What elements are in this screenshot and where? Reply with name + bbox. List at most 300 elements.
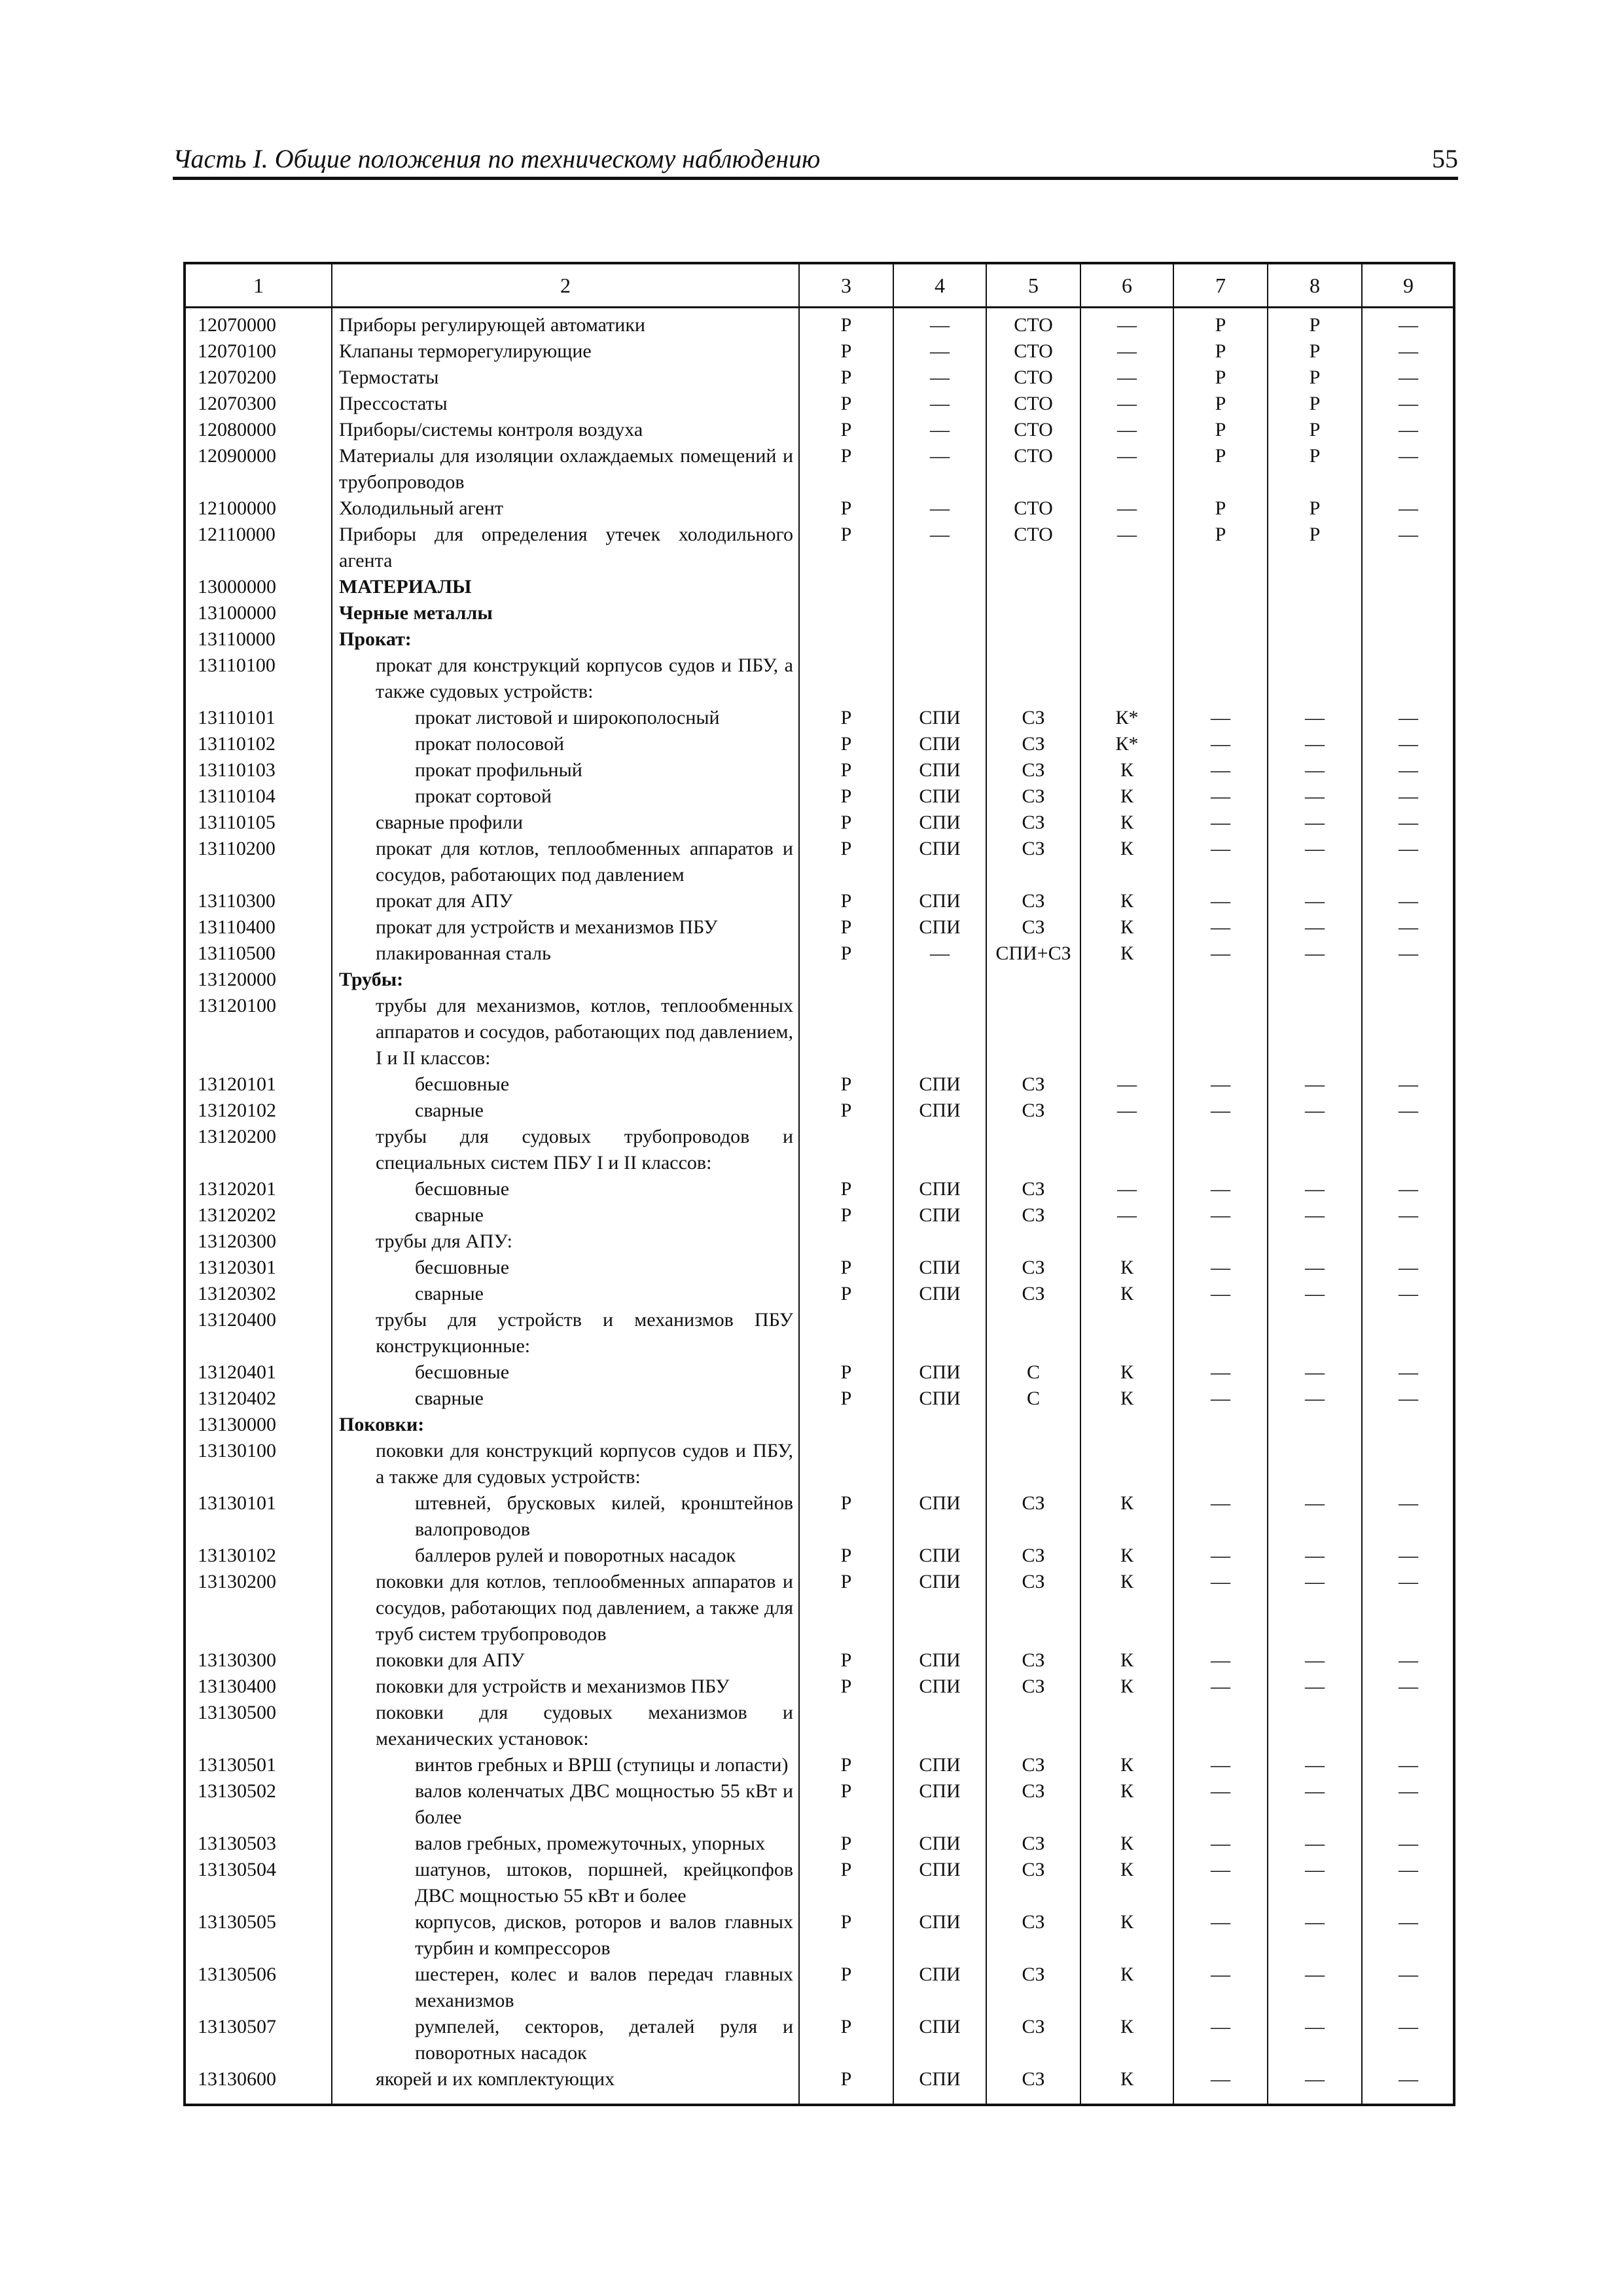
row-col-4: СПИ [919,1283,961,1304]
table-row [186,1176,1453,1202]
row-col-3: Р [840,1361,852,1383]
row-col-8: — [1305,812,1325,833]
row-col-9: — [1399,1361,1418,1383]
row-col-5: СЗ [1022,1100,1045,1121]
row-code: 12070000 [198,314,276,336]
row-col-5: СЗ [1022,733,1045,755]
table-row [186,1778,1453,1831]
row-col-3: Р [840,419,852,440]
row-col-8: — [1305,707,1325,728]
table-row [186,1647,1453,1674]
row-col-9: — [1399,890,1418,912]
row-col-3: Р [840,314,852,336]
row-col-7: — [1211,1571,1230,1592]
row-col-6: К [1120,1676,1133,1697]
row-col-9: — [1399,1073,1418,1095]
row-col-6: — [1117,393,1137,414]
row-col-6: К [1120,2068,1133,2090]
row-col-6: К [1120,1388,1133,1409]
row-col-3: Р [840,445,852,467]
row-col-9: — [1399,419,1418,440]
row-code: 13120100 [198,995,276,1016]
row-code: 13130400 [198,1676,276,1697]
row-col-7: — [1211,1649,1230,1671]
row-col-7: Р [1215,314,1226,336]
row-col-6: К [1120,1754,1133,1776]
row-col-8: — [1305,1964,1325,1985]
row-col-4: — [930,314,950,336]
row-col-7: — [1211,707,1230,728]
row-col-8: — [1305,838,1325,859]
row-col-5: СТО [1014,524,1053,545]
table-row [186,1124,1453,1176]
row-col-9: — [1399,707,1418,728]
row-code: 13000000 [198,576,276,598]
row-name: винтов гребных и ВРШ (ступицы и лопасти) [415,1754,789,1776]
row-col-8: — [1305,2068,1325,2090]
row-col-9: — [1399,2016,1418,2037]
row-col-9: — [1399,785,1418,807]
row-col-8: — [1305,1911,1325,1933]
table-row [186,836,1453,888]
table-row [186,1255,1453,1281]
row-col-9: — [1399,340,1418,362]
row-col-7: — [1211,1964,1230,1985]
row-col-5: СЗ [1022,838,1045,859]
table-row [186,888,1453,914]
row-code: 13130100 [198,1440,276,1462]
row-name: Холодильный агент [339,497,503,519]
row-name: прокат листовой и широкополосный [415,707,720,728]
row-name: якорей и их комплектующих [376,2068,615,2090]
row-name: баллеров рулей и поворотных насадок [415,1545,736,1566]
row-col-6: К* [1115,707,1139,728]
row-code: 13120401 [198,1361,276,1383]
row-col-8: — [1305,1257,1325,1278]
row-col-8: — [1305,1100,1325,1121]
row-col-3: Р [840,1257,852,1278]
row-code: 13100000 [198,602,276,624]
table-row [186,443,1453,495]
row-col-8: — [1305,1649,1325,1671]
row-col-7: Р [1215,524,1226,545]
row-code: 13110104 [198,785,276,807]
table-body [186,312,1453,2092]
table-row [186,1098,1453,1124]
row-code: 13110102 [198,733,276,755]
table-row [186,1831,1453,1857]
row-name: бесшовные [415,1257,510,1278]
row-col-6: К [1120,890,1133,912]
row-col-7: — [1211,2016,1230,2037]
table-row [186,600,1453,626]
row-col-6: К [1120,1492,1133,1514]
row-name: сварные [415,1100,484,1121]
row-col-8: — [1305,916,1325,938]
row-col-3: Р [840,838,852,859]
row-col-6: К [1120,1283,1133,1304]
row-col-4: СПИ [919,707,961,728]
row-col-8: — [1305,759,1325,781]
row-col-7: — [1211,785,1230,807]
row-code: 12080000 [198,419,276,440]
row-col-4: СПИ [919,1204,961,1226]
row-col-4: СПИ [919,838,961,859]
row-code: 12110000 [198,524,276,545]
row-col-7: — [1211,1859,1230,1880]
row-code: 13120400 [198,1309,276,1331]
row-name: корпусов, дисков, роторов и валов главных турбин и компрессоров [415,1911,793,1959]
row-col-8: — [1305,1676,1325,1697]
row-name: валов гребных, промежуточных, упорных [415,1833,766,1854]
row-col-9: — [1399,1754,1418,1776]
table-row [186,1962,1453,2014]
row-col-3: Р [840,707,852,728]
row-name: поковки для судовых механизмов и механических установок: [376,1702,793,1749]
column-header-7: 7 [1215,274,1226,297]
table-row [186,705,1453,731]
row-col-5: СЗ [1022,707,1045,728]
row-col-5: СТО [1014,445,1053,467]
row-name: МАТЕРИАЛЫ [339,576,472,598]
row-col-6: К [1120,1257,1133,1278]
row-col-5: СЗ [1022,1178,1045,1200]
row-code: 13130101 [198,1492,276,1514]
row-code: 13120101 [198,1073,276,1095]
row-col-4: СПИ [919,812,961,833]
row-col-5: СПИ+СЗ [995,942,1071,964]
row-name: сварные [415,1204,484,1226]
row-col-4: СПИ [919,733,961,755]
row-col-5: СЗ [1022,1492,1045,1514]
row-col-8: — [1305,890,1325,912]
row-col-9: — [1399,1100,1418,1121]
page-number: 55 [1432,144,1458,173]
row-col-6: К [1120,1911,1133,1933]
row-col-4: СПИ [919,1911,961,1933]
row-col-7: Р [1215,419,1226,440]
row-col-7: — [1211,1204,1230,1226]
row-col-3: Р [840,393,852,414]
row-col-5: СТО [1014,419,1053,440]
row-col-9: — [1399,367,1418,388]
row-col-3: Р [840,1073,852,1095]
row-name: прокат для устройств и механизмов ПБУ [376,916,718,938]
row-col-3: Р [840,1204,852,1226]
row-col-7: — [1211,890,1230,912]
table-row [186,967,1453,993]
row-col-8: — [1305,1859,1325,1880]
table-row [186,1386,1453,1412]
running-title: Часть I. Общие положения по техническому наблюдению [173,144,821,173]
row-code: 12070100 [198,340,276,362]
header-rule [173,177,1458,180]
row-col-9: — [1399,1780,1418,1802]
row-code: 13130503 [198,1833,276,1854]
row-col-5: СТО [1014,314,1053,336]
row-col-6: — [1117,445,1137,467]
table-row [186,391,1453,417]
row-col-8: — [1305,1754,1325,1776]
row-col-6: К [1120,2016,1133,2037]
row-name: штевней, брусковых килей, кронштейнов валопроводов [415,1492,793,1540]
row-code: 13110100 [198,655,276,676]
table-row [186,1359,1453,1386]
row-col-6: — [1117,524,1137,545]
row-code: 13130102 [198,1545,276,1566]
row-name: плакированная сталь [376,942,551,964]
row-col-4: СПИ [919,1649,961,1671]
row-code: 13130500 [198,1702,276,1723]
row-col-6: — [1117,1100,1137,1121]
row-col-8: — [1305,1780,1325,1802]
row-col-5: С [1026,1361,1040,1383]
row-name: прокат для АПУ [376,890,513,912]
row-col-5: СЗ [1022,916,1045,938]
table-row [186,495,1453,522]
column-header-1: 1 [253,274,264,297]
table-row [186,914,1453,941]
row-col-5: СТО [1014,367,1053,388]
row-col-4: СПИ [919,1257,961,1278]
row-col-4: СПИ [919,785,961,807]
row-col-4: СПИ [919,1676,961,1697]
row-col-5: СТО [1014,497,1053,519]
row-col-6: — [1117,367,1137,388]
row-col-6: — [1117,1204,1137,1226]
row-col-5: СЗ [1022,1283,1045,1304]
row-code: 13120000 [198,969,276,990]
row-col-7: Р [1215,497,1226,519]
row-code: 12100000 [198,497,276,519]
row-col-3: Р [840,1178,852,1200]
row-col-4: СПИ [919,1754,961,1776]
row-col-4: СПИ [919,1545,961,1566]
row-col-3: Р [840,1492,852,1514]
row-col-6: — [1117,314,1137,336]
row-col-4: — [930,393,950,414]
row-col-7: Р [1215,445,1226,467]
row-code: 13110101 [198,707,276,728]
row-col-4: СПИ [919,1361,961,1383]
row-col-9: — [1399,1283,1418,1304]
row-col-6: К [1120,1859,1133,1880]
row-col-4: СПИ [919,1492,961,1514]
table-row [186,2066,1453,2092]
row-name: Термостаты [339,367,439,388]
row-col-9: — [1399,1204,1418,1226]
row-col-3: Р [840,1571,852,1592]
row-col-5: СТО [1014,393,1053,414]
row-col-8: — [1305,1283,1325,1304]
row-name: Клапаны терморегулирующие [339,340,592,362]
table-row [186,417,1453,443]
row-name: поковки для конструкций корпусов судов и ПБУ, а также для судовых устройств: [376,1440,793,1488]
row-col-3: Р [840,1859,852,1880]
row-col-8: Р [1309,419,1321,440]
row-col-9: — [1399,524,1418,545]
row-col-4: СПИ [919,1780,961,1802]
row-col-3: Р [840,2016,852,2037]
row-col-9: — [1399,1545,1418,1566]
row-col-6: К [1120,1361,1133,1383]
row-col-5: СЗ [1022,1833,1045,1854]
row-col-5: СЗ [1022,1780,1045,1802]
row-col-6: К [1120,1649,1133,1671]
table-row [186,1490,1453,1543]
table-row [186,1857,1453,1909]
row-col-3: Р [840,1545,852,1566]
row-code: 13110200 [198,838,276,859]
row-col-8: Р [1309,393,1321,414]
row-col-5: СЗ [1022,1911,1045,1933]
row-col-7: — [1211,1178,1230,1200]
row-col-3: Р [840,1964,852,1985]
row-col-9: — [1399,1859,1418,1880]
row-col-7: Р [1215,367,1226,388]
column-header-3: 3 [841,274,851,297]
row-col-9: — [1399,2068,1418,2090]
row-col-7: — [1211,812,1230,833]
row-name: румпелей, секторов, деталей руля и поворотных насадок [415,2016,793,2064]
row-code: 13110103 [198,759,276,781]
row-code: 13130502 [198,1780,276,1802]
row-col-6: К* [1115,733,1139,755]
row-col-5: СЗ [1022,785,1045,807]
row-col-5: СЗ [1022,2016,1045,2037]
column-header-2: 2 [560,274,571,297]
row-code: 13120201 [198,1178,276,1200]
row-name: шестерен, колес и валов передач главных механизмов [415,1964,793,2011]
table-row [186,1543,1453,1569]
row-col-6: К [1120,942,1133,964]
row-code: 12070200 [198,367,276,388]
header-row-divider [186,306,1453,308]
row-col-7: — [1211,759,1230,781]
row-col-5: СЗ [1022,1676,1045,1697]
row-col-9: — [1399,393,1418,414]
row-col-5: СЗ [1022,1204,1045,1226]
table-row [186,338,1453,365]
column-header-9: 9 [1403,274,1414,297]
row-col-4: СПИ [919,1833,961,1854]
row-col-7: — [1211,1492,1230,1514]
row-name: трубы для АПУ: [376,1230,512,1252]
row-name: Прессостаты [339,393,448,414]
row-name: прокат профильный [415,759,582,781]
row-col-3: Р [840,785,852,807]
table-row [186,1229,1453,1255]
row-col-3: Р [840,497,852,519]
row-col-5: СЗ [1022,890,1045,912]
row-col-8: Р [1309,445,1321,467]
row-col-3: Р [840,1833,852,1854]
row-col-8: — [1305,1178,1325,1200]
row-code: 13120200 [198,1126,276,1147]
row-col-7: — [1211,1545,1230,1566]
row-col-7: — [1211,2068,1230,2090]
row-col-6: К [1120,812,1133,833]
row-col-7: — [1211,1754,1230,1776]
row-col-3: Р [840,942,852,964]
row-col-4: СПИ [919,1571,961,1592]
row-col-9: — [1399,1257,1418,1278]
row-code: 13110300 [198,890,276,912]
row-col-8: — [1305,1833,1325,1854]
row-col-5: С [1026,1388,1040,1409]
row-col-5: СЗ [1022,1571,1045,1592]
table-row [186,653,1453,705]
row-col-6: — [1117,340,1137,362]
row-col-6: — [1117,419,1137,440]
table-row [186,574,1453,600]
row-col-4: СПИ [919,1100,961,1121]
row-name: сварные [415,1283,484,1304]
row-code: 13110500 [198,942,276,964]
row-col-4: — [930,367,950,388]
row-col-6: К [1120,1780,1133,1802]
row-col-4: СПИ [919,1964,961,1985]
row-col-4: СПИ [919,1073,961,1095]
table-row [186,1909,1453,1962]
row-col-4: — [930,497,950,519]
row-col-7: Р [1215,393,1226,414]
row-col-8: Р [1309,367,1321,388]
row-col-9: — [1399,1833,1418,1854]
row-col-8: — [1305,733,1325,755]
row-col-7: — [1211,942,1230,964]
row-name: прокат полосовой [415,733,565,755]
row-col-7: — [1211,1361,1230,1383]
column-header-8: 8 [1310,274,1320,297]
row-col-9: — [1399,942,1418,964]
row-name: поковки для устройств и механизмов ПБУ [376,1676,730,1697]
table-row [186,1071,1453,1098]
table-row [186,365,1453,391]
row-col-5: СЗ [1022,1257,1045,1278]
row-col-5: СЗ [1022,759,1045,781]
row-name: бесшовные [415,1361,510,1383]
table-row [186,1281,1453,1307]
row-code: 12070300 [198,393,276,414]
row-code: 13110400 [198,916,276,938]
row-name: поковки для АПУ [376,1649,525,1671]
row-col-8: — [1305,1571,1325,1592]
row-col-7: — [1211,1257,1230,1278]
row-col-7: — [1211,1676,1230,1697]
row-col-6: К [1120,1964,1133,1985]
row-col-4: СПИ [919,1178,961,1200]
table-row [186,993,1453,1071]
row-col-4: СПИ [919,1859,961,1880]
row-name: трубы для механизмов, котлов, теплообменных аппаратов и сосудов, работающих под давлением, I и II классов: [376,995,793,1069]
row-col-8: — [1305,1204,1325,1226]
row-col-6: К [1120,916,1133,938]
row-col-6: К [1120,1833,1133,1854]
table-row [186,1438,1453,1490]
row-col-9: — [1399,733,1418,755]
row-col-7: Р [1215,340,1226,362]
row-code: 13130300 [198,1649,276,1671]
row-col-7: — [1211,838,1230,859]
row-col-8: Р [1309,524,1321,545]
row-col-7: — [1211,1283,1230,1304]
row-col-5: СЗ [1022,1964,1045,1985]
row-col-9: — [1399,314,1418,336]
table-row [186,1700,1453,1752]
column-header-6: 6 [1122,274,1132,297]
row-col-4: СПИ [919,2068,961,2090]
